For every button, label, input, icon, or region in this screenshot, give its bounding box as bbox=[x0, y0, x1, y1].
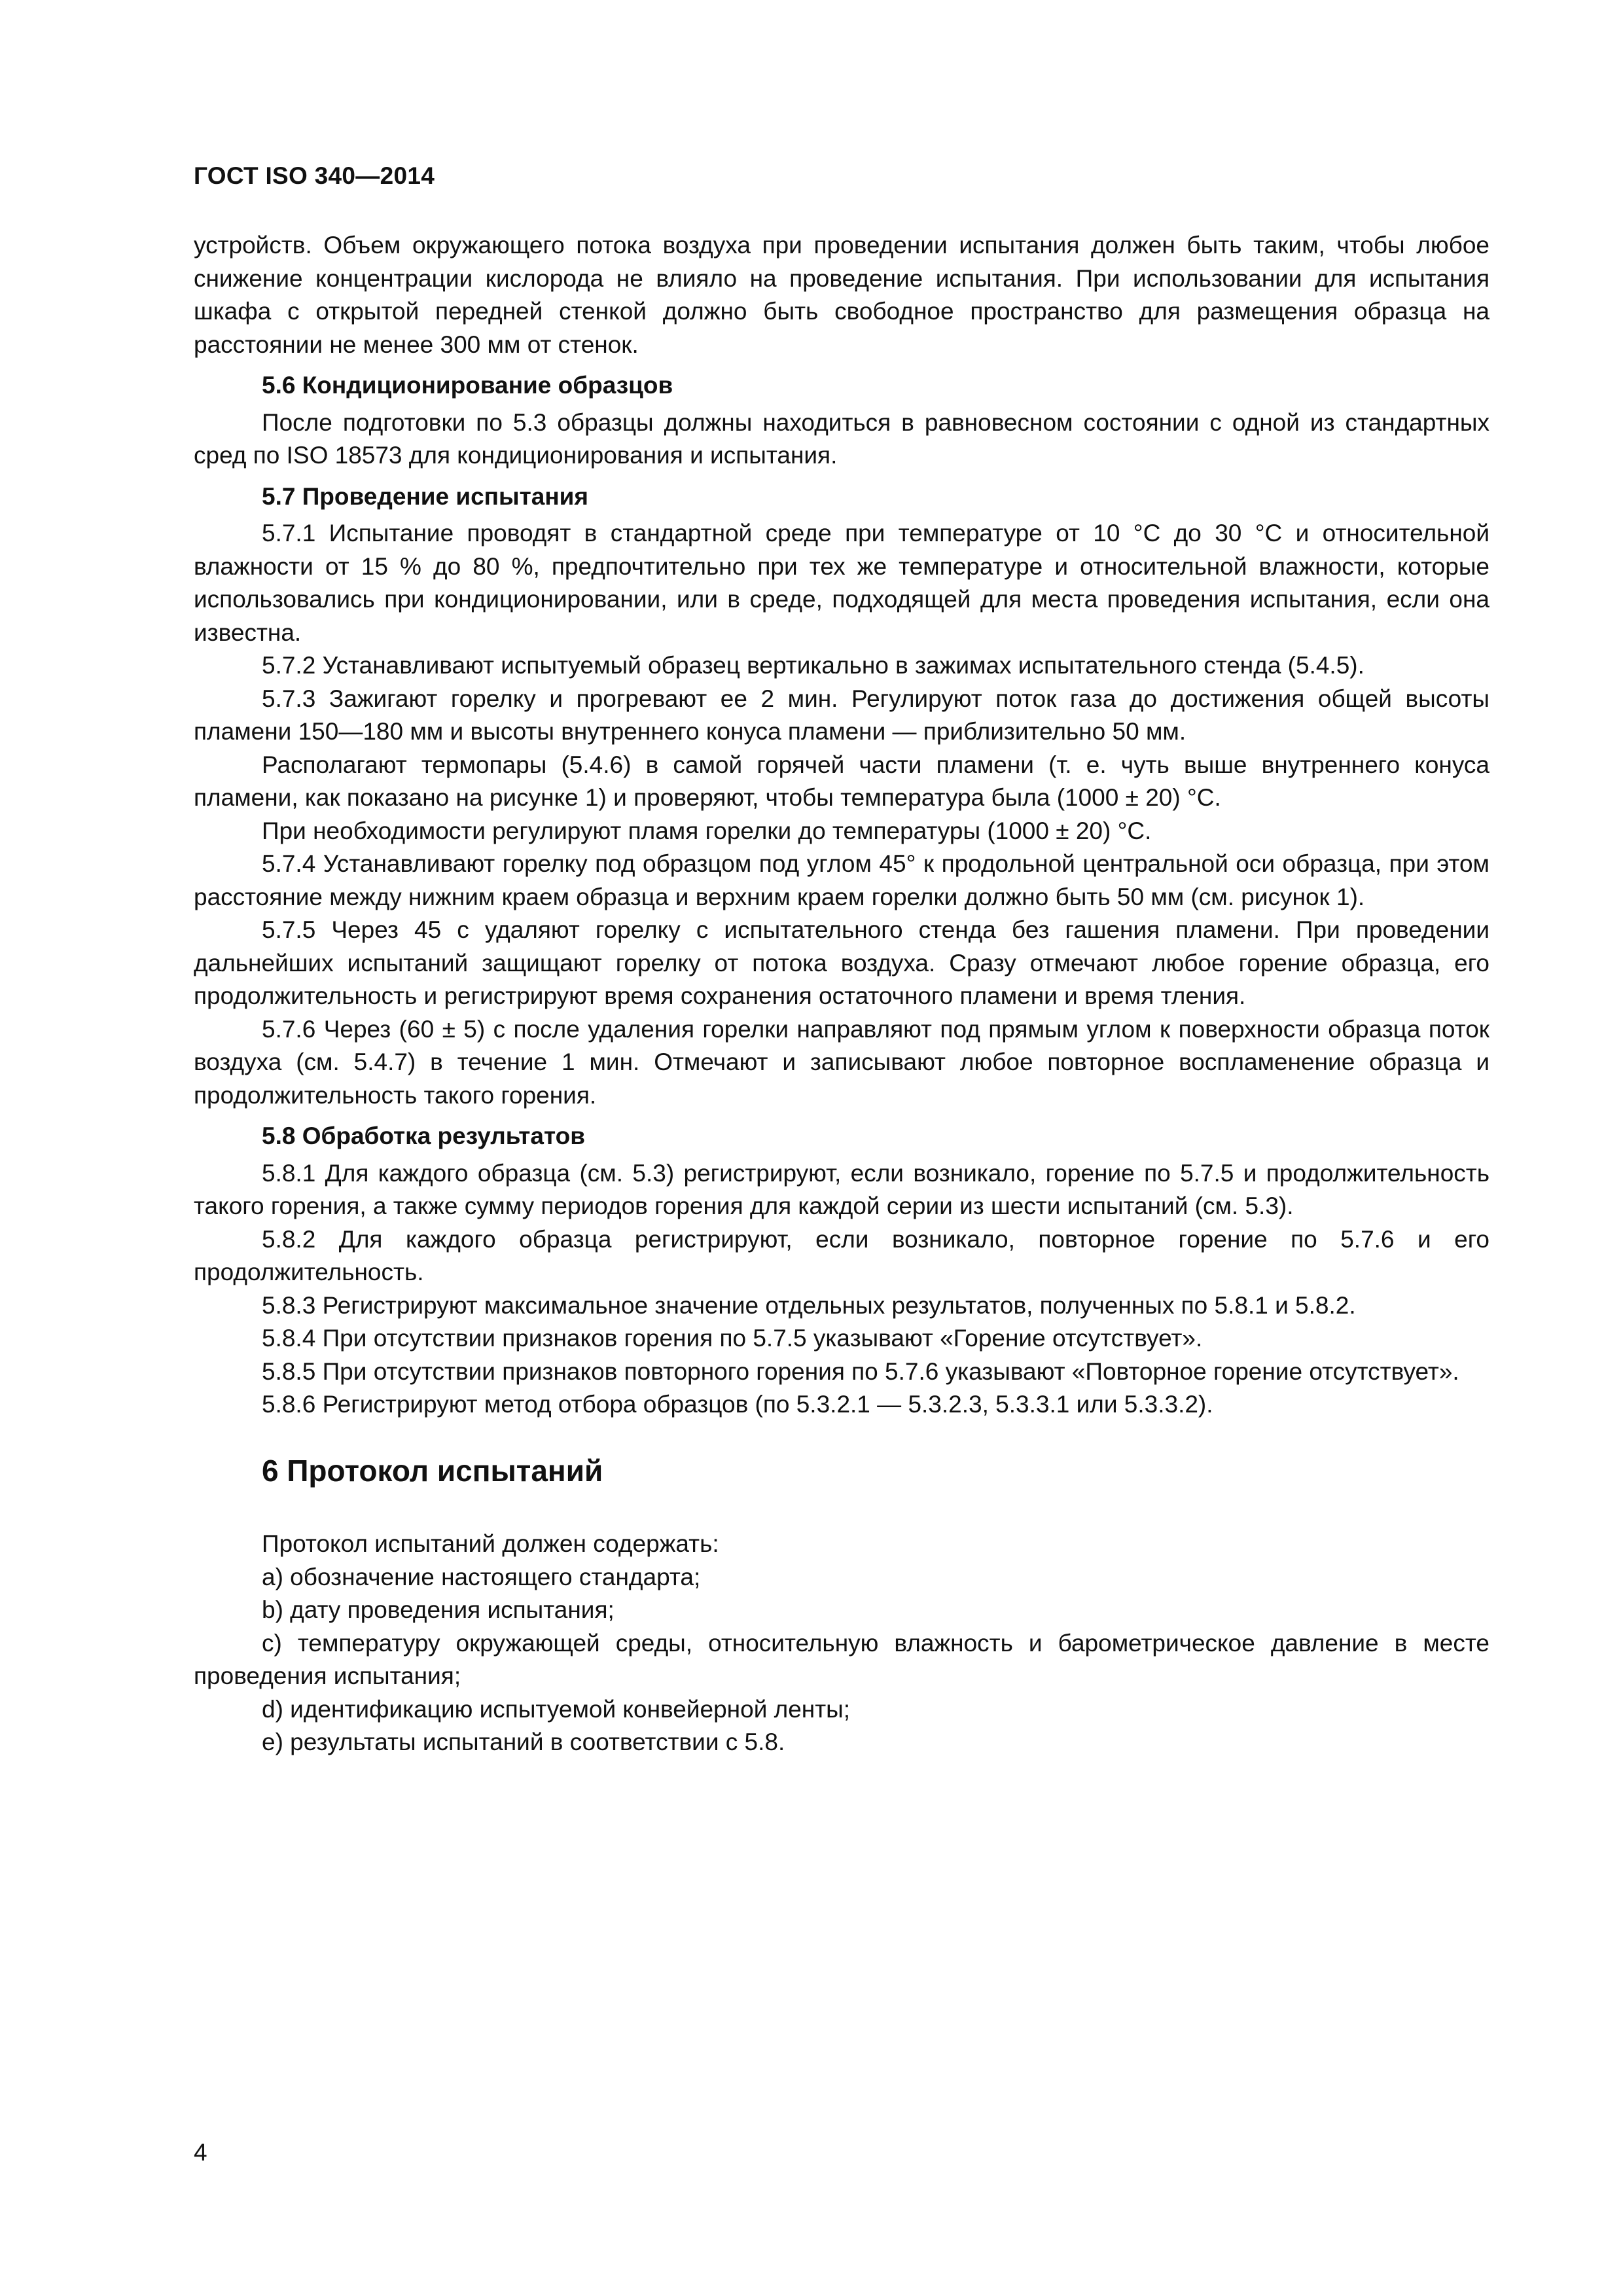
section-6-heading: 6 Протокол испытаний bbox=[262, 1453, 603, 1488]
clause-5-8-1: 5.8.1 Для каждого образца (см. 5.3) регистрируют, если возникало, горение по 5.7.5 и продолжительность такого горения, а также сумму периодов горения для каждой серии из шести испытаний (см. 5.3). bbox=[194, 1159, 1489, 1219]
list-item: e) результаты испытаний в соответствии с 5.8. bbox=[262, 1729, 785, 1755]
clause-5-7-3-adjust: При необходимости регулируют пламя горелки до температуры (1000 ± 20) °С. bbox=[262, 817, 1152, 844]
list-item: b) дату проведения испытания; bbox=[262, 1596, 615, 1623]
list-item: c) температуру окружающей среды, относительную влажность и барометрическое давление в месте проведения испытания; bbox=[194, 1629, 1489, 1689]
page-number: 4 bbox=[194, 2139, 207, 2166]
clause-5-7-1: 5.7.1 Испытание проводят в стандартной среде при температуре от 10 °С до 30 °С и относительной влажности от 15 % до 80 %, предпочтительно при тех же температуре и относительной влажности, которые использовались при кондиционировании, или в среде, подходящей для места проведения испытания, если она известна. bbox=[194, 520, 1489, 646]
section-5-8-heading: 5.8 Обработка результатов bbox=[262, 1122, 585, 1149]
clause-5-8-5: 5.8.5 При отсутствии признаков повторного горения по 5.7.6 указывают «Повторное горение отсутствует». bbox=[262, 1357, 1459, 1385]
section-5-7-heading: 5.7 Проведение испытания bbox=[262, 482, 589, 510]
section-5-6-heading: 5.6 Кондиционирование образцов bbox=[262, 372, 673, 399]
section-6-intro: Протокол испытаний должен содержать: bbox=[262, 1530, 719, 1557]
clause-5-7-5: 5.7.5 Через 45 с удаляют горелку с испытательного стенда без гашения пламени. При проведении дальнейших испытаний защищают горелку от потока воздуха. Сразу отмечают любое горение образца, его продолжительность и регистрируют время сохранения остаточного пламени и время тления. bbox=[194, 916, 1489, 1009]
clause-5-7-2: 5.7.2 Устанавливают испытуемый образец вертикально в зажимах испытательного стенда (5.4.5). bbox=[262, 652, 1364, 679]
section-5-6-text: После подготовки по 5.3 образцы должны находиться в равновесном состоянии с одной из стандартных сред по ISO 18573 для кондиционирования и испытания. bbox=[194, 408, 1489, 469]
clause-5-7-3: 5.7.3 Зажигают горелку и прогревают ее 2 мин. Регулируют поток газа до достижения общей высоты пламени 150—180 мм и высоты внутреннего конуса пламени — приблизительно 50 мм. bbox=[194, 685, 1489, 745]
clause-5-8-4: 5.8.4 При отсутствии признаков горения по 5.7.5 указывают «Горение отсутствует». bbox=[262, 1325, 1203, 1352]
clause-5-7-3-thermocouples: Располагают термопары (5.4.6) в самой горячей части пламени (т. е. чуть выше внутреннего конуса пламени, как показано на рисунке 1) и проверяют, чтобы температура была (1000 ± 20) °С. bbox=[194, 751, 1489, 811]
intro-paragraph: устройств. Объем окружающего потока воздуха при проведении испытания должен быть таким, чтобы любое снижение концентрации кислорода не влияло на проведение испытания. При использовании для испытания шкафа с открытой передней стенкой должно быть свободное пространство для размещения образца на расстоянии не менее 300 мм от стенок. bbox=[194, 232, 1489, 358]
document-body bbox=[194, 229, 1489, 1759]
clause-5-8-6: 5.8.6 Регистрируют метод отбора образцов (по 5.3.2.1 — 5.3.2.3, 5.3.3.1 или 5.3.3.2). bbox=[262, 1391, 1213, 1418]
clause-5-7-6: 5.7.6 Через (60 ± 5) с после удаления горелки направляют под прямым углом к поверхности образца поток воздуха (см. 5.4.7) в течение 1 мин. Отмечают и записывают любое повторное воспламенение образца и продолжительность такого горения. bbox=[194, 1015, 1489, 1109]
clause-5-8-2: 5.8.2 Для каждого образца регистрируют, если возникало, повторное горение по 5.7.6 и его продолжительность. bbox=[194, 1225, 1489, 1285]
document-header: ГОСТ ISO 340—2014 bbox=[194, 162, 435, 189]
clause-5-7-4: 5.7.4 Устанавливают горелку под образцом под углом 45° к продольной центральной оси образца, при этом расстояние между нижним краем образца и верхним краем горелки должно быть 50 мм (см. рисунок 1). bbox=[194, 850, 1489, 910]
clause-5-8-3: 5.8.3 Регистрируют максимальное значение отдельных результатов, полученных по 5.8.1 и 5.8.2. bbox=[262, 1291, 1356, 1319]
list-item: d) идентификацию испытуемой конвейерной ленты; bbox=[262, 1695, 851, 1723]
list-item: a) обозначение настоящего стандарта; bbox=[262, 1563, 701, 1590]
